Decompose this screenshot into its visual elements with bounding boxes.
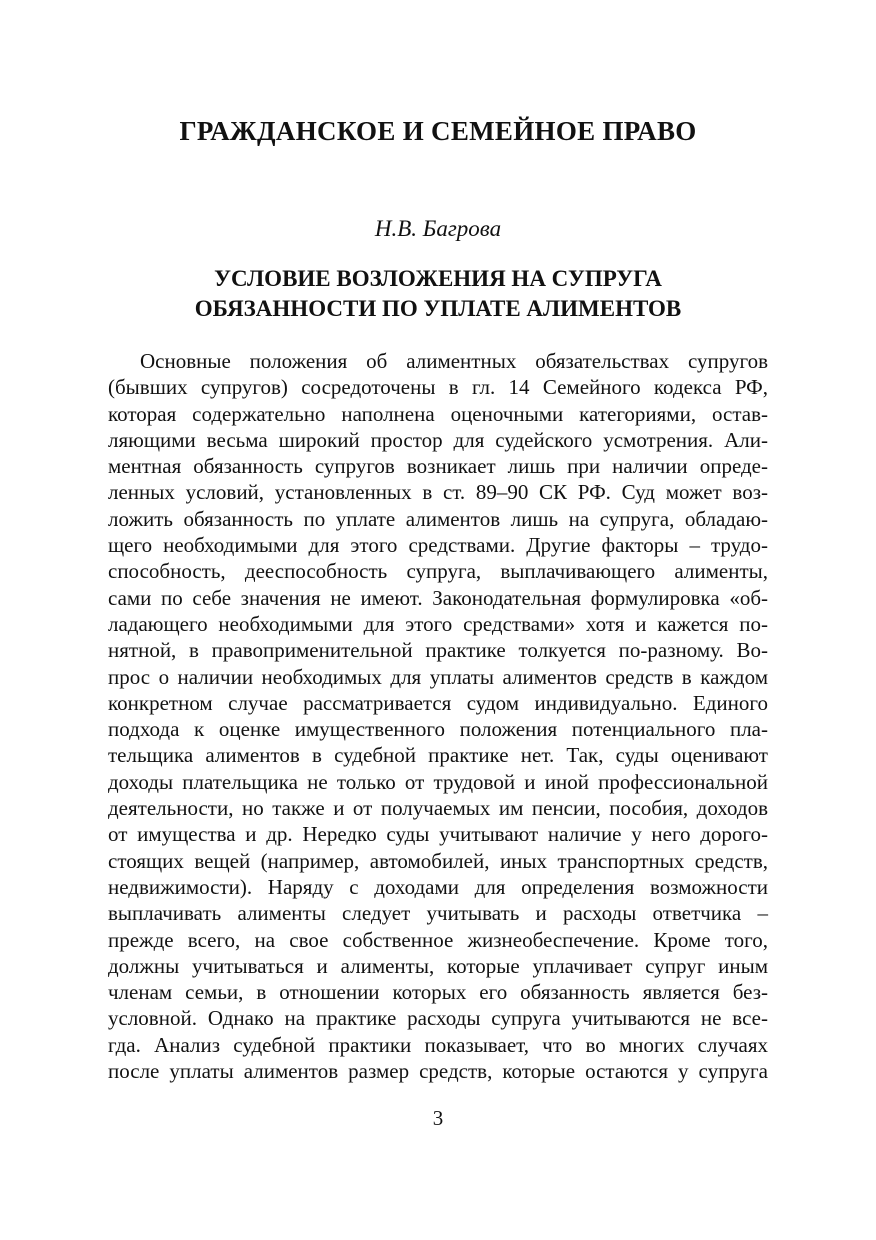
article-title — [0, 264, 876, 324]
text-line: от имущества и др. Нередко суды учитывают наличие у него дорого- — [108, 822, 768, 847]
text-line: нятной, в правоприменительной практике толкуется по-разному. Во- — [108, 638, 768, 663]
text-line: Основные положения об алиментных обязательствах супругов — [140, 349, 768, 373]
text-line: недвижимости). Наряду с доходами для определения возможности — [108, 874, 768, 899]
text-line: щего необходимыми для этого средствами. Другие факторы – трудо- — [108, 533, 768, 558]
text-line: ложить обязанность по уплате алиментов лишь на супруга, обладаю- — [108, 506, 768, 531]
text-line: ладающего необходимыми для этого средствами» хотя и кажется по- — [108, 611, 768, 636]
page-number: 3 — [432, 1106, 444, 1130]
article-title-line-1: УСЛОВИЕ ВОЗЛОЖЕНИЯ НА СУПРУГА — [214, 266, 662, 291]
text-line: подхода к оценке имущественного положения потенциального пла- — [108, 717, 768, 742]
text-line: деятельности, но также и от получаемых им пенсии, пособия, доходов — [108, 796, 768, 821]
text-line: гда. Анализ судебной практики показывает, что во многих случаях — [108, 1032, 768, 1057]
text-line: конкретном случае рассматривается судом индивидуально. Единого — [108, 690, 768, 715]
text-line: (бывших супругов) сосредоточены в гл. 14 Семейного кодекса РФ, — [108, 375, 768, 400]
text-line: после уплаты алиментов размер средств, которые остаются у супруга — [108, 1059, 768, 1084]
text-line: прежде всего, на свое собственное жизнеобеспечение. Кроме того, — [108, 927, 768, 952]
text-line: сами по себе значения не имеют. Законодательная формулировка «об- — [108, 585, 768, 610]
article-title-line-2: ОБЯЗАННОСТИ ПО УПЛАТЕ АЛИМЕНТОВ — [194, 296, 682, 321]
text-line: которая содержательно наполнена оценочными категориями, остав- — [108, 401, 768, 426]
author-name: Н.В. Багрова — [374, 216, 502, 241]
text-line: ляющими весьма широкий простор для судейского усмотрения. Али- — [108, 427, 768, 452]
text-line: способность, дееспособность супруга, выплачивающего алименты, — [108, 559, 768, 584]
text-line: ленных условий, установленных в ст. 89–90 СК РФ. Суд может воз- — [108, 480, 768, 505]
text-line: выплачивать алименты следует учитывать и расходы ответчика – — [108, 901, 768, 926]
text-line: тельщика алиментов в судебной практике нет. Так, суды оценивают — [108, 743, 768, 768]
text-line: доходы плательщика не только от трудовой и иной профессиональной — [108, 769, 768, 794]
text-line: стоящих вещей (например, автомобилей, иных транспортных средств, — [108, 848, 768, 873]
text-line: членам семьи, в отношении которых его обязанность является без- — [108, 980, 768, 1005]
text-line: условной. Однако на практике расходы супруга учитываются не все- — [108, 1006, 768, 1031]
text-line: должны учитываться и алименты, которые уплачивает супруг иным — [108, 953, 768, 978]
section-title: ГРАЖДАНСКОЕ И СЕМЕЙНОЕ ПРАВО — [179, 116, 697, 146]
text-line: ментная обязанность супругов возникает лишь при наличии опреде- — [108, 454, 768, 479]
body-paragraph — [108, 348, 768, 1084]
text-line: прос о наличии необходимых для уплаты алиментов средств в каждом — [108, 664, 768, 689]
